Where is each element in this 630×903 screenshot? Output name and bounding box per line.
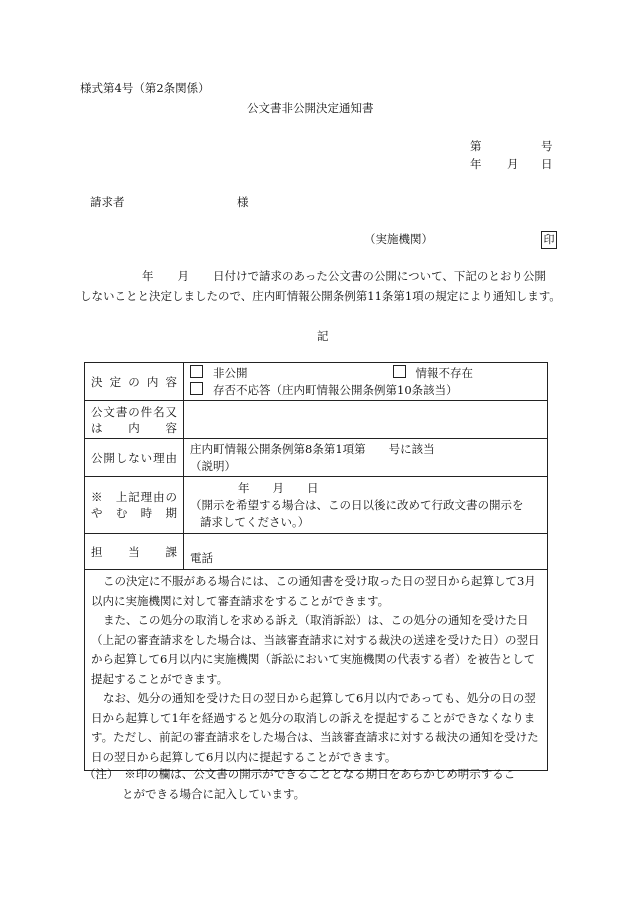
expiry-label-1: ※ 上記理由の xyxy=(91,490,177,504)
body-line2: しないことと決定しましたので、庄内町情報公開条例第11条第1項の規定により通知します。 xyxy=(80,289,561,303)
footnote-line1: （注） ※印の欄は、公文書の開示ができることとなる期日をあらかじめ明示するこ xyxy=(84,767,516,781)
date-day: 日 xyxy=(541,157,553,171)
reason-line1: 庄内町情報公開条例第8条第1項第 号に該当 xyxy=(190,441,435,456)
expiry-line2: （開示を希望する場合は、この日以後に改めて行政文書の開示を xyxy=(190,497,524,512)
checkbox-neither-confirm[interactable] xyxy=(190,382,203,395)
body-year: 年 xyxy=(142,269,154,283)
number-suffix: 号 xyxy=(541,139,553,153)
body-line1: 日付けで請求のあった公文書の公開について、下記のとおり公開 xyxy=(213,269,546,283)
option-nondisclosure: 非公開 xyxy=(213,365,248,380)
document-title: 公文書非公開決定通知書 xyxy=(247,101,374,115)
note-1: この決定に不服がある場合には、この通知書を受け取った日の翌日から起算して3月以内に実施機関に対して審査請求をすることができます。 xyxy=(91,574,536,608)
requester-honorific: 様 xyxy=(237,195,249,209)
docname-value[interactable] xyxy=(184,401,548,439)
contact-phone: 電話 xyxy=(190,551,213,565)
docname-label-1: 公文書の件名又 xyxy=(91,404,177,419)
option-neither-confirm: 存否不応答（庄内町情報公開条例第10条該当） xyxy=(213,382,458,397)
ki-heading: 記 xyxy=(317,329,329,343)
checkbox-nonexistence[interactable] xyxy=(393,365,406,378)
decision-label: 決定の内容 xyxy=(91,374,177,389)
seal-mark: 印 xyxy=(541,231,557,249)
requester-label: 請求者 xyxy=(90,195,125,209)
form-number: 様式第4号（第2条関係） xyxy=(80,81,210,95)
notice-table xyxy=(84,362,548,771)
reason-label: 公開しない理由 xyxy=(91,450,177,465)
note-2: また、この処分の取消しを求める訴え（取消訴訟）は、この処分の通知を受けた日（上記の審査請求をした場合は、当該審査請求に対する裁決の送達を受けた日）の翌日から起算して6月以内に実施機関（訴訟において実施機関の代表する者）を被告として提起することができます。 xyxy=(91,613,540,686)
docname-label-2: は 内 容 xyxy=(91,420,177,435)
footnote-line2: とができる場合に記入しています。 xyxy=(122,787,306,801)
notice-body xyxy=(80,266,578,306)
number-prefix: 第 xyxy=(470,139,482,153)
checkbox-nondisclosure[interactable] xyxy=(190,365,203,378)
contact-label: 担当課 xyxy=(91,544,177,559)
expiry-line3: 請求してください。） xyxy=(200,514,310,529)
body-month: 月 xyxy=(177,269,189,283)
note-3: なお、処分の通知を受けた日の翌日から起算して6月以内であっても、処分の日の翌日から起算して1年を経過すると処分の取消しの訴えを提起することができなくなります。ただし、前記の審査請求をした場合は、当該審査請求に対する裁決の通知を受けた日の翌日から起算して6月以内に提起することができます。 xyxy=(91,691,539,764)
expiry-label-2: や む 時 期 xyxy=(91,506,177,520)
appeal-notes xyxy=(85,570,548,771)
option-nonexistence: 情報不存在 xyxy=(415,365,473,380)
expiry-date: 年 月 日 xyxy=(238,480,319,495)
footnote xyxy=(84,764,554,804)
date-month: 月 xyxy=(507,157,519,171)
issuer-label: （実施機関） xyxy=(364,232,433,246)
date-year: 年 xyxy=(470,157,482,171)
reason-line2: （説明） xyxy=(190,458,236,473)
